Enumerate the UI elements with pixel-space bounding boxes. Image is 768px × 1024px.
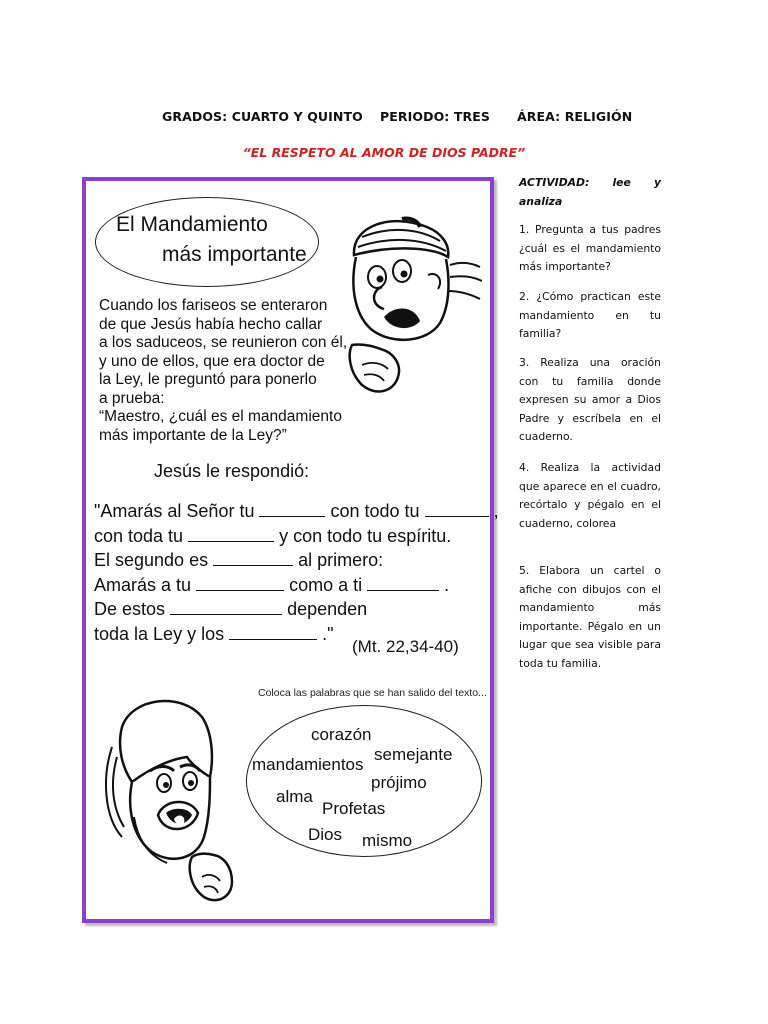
verse-text-segment: con toda tu bbox=[94, 525, 184, 546]
blank-line bbox=[367, 576, 439, 591]
header-periodo: PERIODO: TRES bbox=[380, 109, 490, 124]
worksheet-frame bbox=[82, 177, 499, 923]
verse-text-segment: El segundo es bbox=[94, 550, 209, 570]
verse-text-segment: ." bbox=[322, 623, 334, 644]
blank-line bbox=[229, 625, 317, 640]
blank-line bbox=[259, 502, 325, 517]
response-heading: Jesús le respondió: bbox=[154, 461, 310, 481]
verse-text-segment: como a ti bbox=[289, 574, 363, 595]
verse-text-segment: al primero: bbox=[298, 550, 384, 570]
story-text bbox=[99, 297, 347, 445]
story-line: a prueba: bbox=[99, 389, 165, 407]
verse-text-segment: De estos bbox=[94, 599, 166, 619]
jesus-illustration bbox=[92, 687, 242, 907]
blank-line bbox=[425, 502, 489, 517]
story-line: a los saduceos, se reunieron con él, bbox=[99, 334, 348, 351]
blank-line bbox=[170, 600, 282, 615]
verse-text-segment: "Amarás al Señor tu bbox=[94, 501, 255, 521]
story-line: la Ley, le preguntó para ponerlo bbox=[99, 371, 317, 388]
verse-text bbox=[94, 499, 499, 646]
blank-line bbox=[196, 576, 284, 591]
word-semejante: semejante bbox=[374, 745, 453, 764]
story-line: más importante de la Ley?” bbox=[99, 426, 287, 444]
page-title: “EL RESPETO AL AMOR DE DIOS PADRE” bbox=[242, 145, 526, 160]
verse-text-segment: Amarás a tu bbox=[94, 574, 192, 595]
story-line: de que Jesús había hecho callar bbox=[99, 315, 323, 333]
word-corazon: corazón bbox=[311, 725, 372, 744]
blank-line bbox=[188, 527, 274, 542]
blank-line bbox=[213, 551, 293, 566]
activity-item-5: 5. Elabora un cartel o afiche con dibujos con el mandamiento más importante. Pégalo en un lugar que sea visible para toda tu familia. bbox=[519, 564, 661, 670]
instruction-text: Coloca las palabras que se han salido del texto... bbox=[258, 687, 487, 699]
verse-text-segment: con todo tu bbox=[330, 501, 420, 521]
header-grados: GRADOS: CUARTO Y QUINTO bbox=[162, 109, 363, 124]
header-area: ÁREA: RELIGIÓN bbox=[517, 109, 633, 124]
word-profetas: Profetas bbox=[322, 799, 386, 818]
word-projimo: prójimo bbox=[371, 773, 427, 792]
oval-title-line1: El Mandamiento bbox=[116, 213, 268, 236]
activity-item-2: 2. ¿Cómo practican este mandamiento en tu familia? bbox=[519, 290, 661, 340]
verse-text-segment: toda la Ley y los bbox=[94, 623, 225, 644]
activity-item-4: 4. Realiza la actividad que aparece en el cuadro, recórtalo y pégalo en el cuaderno, colorea bbox=[519, 461, 661, 530]
pharisee-illustration bbox=[332, 205, 482, 405]
title-oval bbox=[95, 197, 319, 287]
activity-item-1: 1. Pregunta a tus padres ¿cuál es el mandamiento más importante? bbox=[519, 223, 661, 273]
word-dios: Dios bbox=[308, 825, 343, 844]
word-mandamientos: mandamientos bbox=[252, 755, 364, 774]
oval-title-line2: más importante bbox=[162, 243, 307, 266]
word-mismo: mismo bbox=[362, 831, 413, 850]
story-line: Cuando los fariseos se enteraron bbox=[99, 297, 328, 314]
verse-text-segment: . bbox=[444, 574, 450, 595]
activity-label: ACTIVIDAD: lee y analiza bbox=[519, 176, 661, 208]
story-line: y uno de ellos, que era doctor de bbox=[99, 352, 325, 370]
verse-text-segment: y con todo tu espíritu. bbox=[279, 525, 452, 546]
verse-text-segment: dependen bbox=[287, 599, 368, 619]
story-line: “Maestro, ¿cuál es el mandamiento bbox=[99, 408, 342, 425]
word-alma: alma bbox=[276, 787, 313, 806]
citation: (Mt. 22,34-40) bbox=[352, 637, 459, 656]
activity-item-3: 3. Realiza una oración con tu familia donde expresen su amor a Dios Padre y escríbela en el cuaderno. bbox=[519, 356, 661, 443]
verse-text-segment: , bbox=[493, 501, 499, 521]
